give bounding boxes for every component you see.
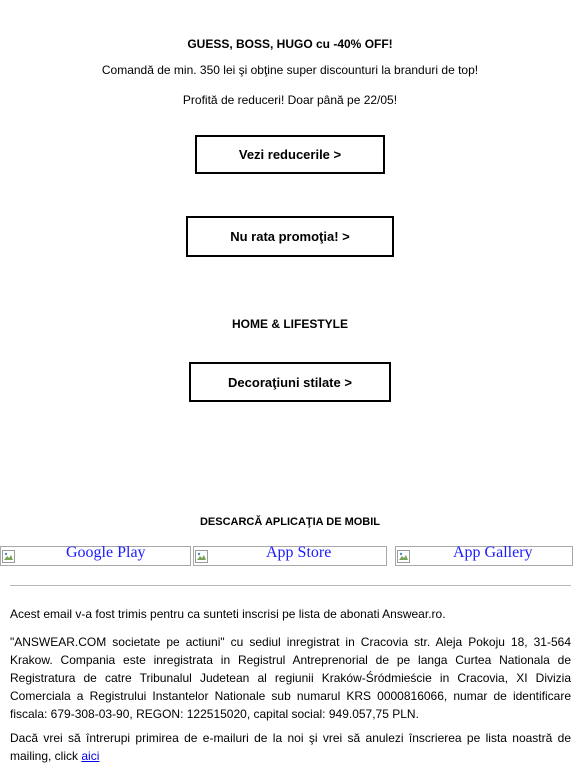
promo-deadline: Profită de reduceri! Doar până pe 22/05! (182, 93, 398, 107)
broken-image-icon (195, 550, 209, 564)
app-store-badge[interactable] (193, 546, 387, 566)
see-discounts-label: Vezi reducerile > (238, 147, 342, 162)
unsubscribe-text: Dacă vrei să întrerupi primirea de e-mailuri de la noi şi vrei să anulezi înscrierea pe lista noastră de mailing, click (10, 731, 571, 763)
app-gallery-label: App Gallery (453, 544, 533, 561)
promo-title: GUESS, BOSS, HUGO cu -40% OFF! (187, 37, 393, 51)
app-store-label: App Store (266, 544, 332, 561)
see-discounts-button[interactable] (195, 135, 385, 174)
stylish-decor-button[interactable] (189, 362, 391, 402)
dont-miss-promo-button[interactable] (186, 216, 394, 257)
promo-description: Comandă de min. 350 lei şi obţine super discounturi la branduri de top! (101, 63, 479, 77)
google-play-label: Google Play (66, 544, 146, 561)
google-play-badge[interactable] (0, 546, 191, 566)
footer-divider (10, 585, 571, 586)
broken-image-icon (397, 550, 411, 564)
app-gallery-badge[interactable] (395, 546, 573, 566)
dont-miss-promo-label: Nu rata promoţia! > (230, 229, 350, 244)
subscription-notice: Acest email v-a fost trimis pentru ca sunteti inscrisi pe lista de abonati Answear.ro. (10, 607, 446, 621)
unsubscribe-link[interactable]: aici (81, 749, 100, 763)
broken-image-icon (2, 550, 16, 564)
home-lifestyle-title: HOME & LIFESTYLE (231, 317, 348, 331)
company-legal-info: "ANSWEAR.COM societate pe actiuni" cu sediul inregistrat in Cracovia str. Aleja Pokoju 18, 31-564 Krakow. Compania este inregistrata in Registrul Antreprenorial de pe langa Curtea Nationala de Registratura de catre Tribunalul Judetean al regiunii Kraków-Śródmieście in Cracovia, XI Divizia Comerciala a Registrului Instantelor Nationale sub numarul KRS 0000816066, numar de identificare fiscala: 679-308-03-90, REGON: 122515020, capital social: 949.057,75 PLN. (10, 635, 571, 721)
stylish-decor-label: Decoraţiuni stilate > (228, 374, 352, 390)
unsubscribe-notice (10, 729, 571, 765)
download-app-title: DESCARCĂ APLICAŢIA DE MOBIL (199, 516, 381, 528)
